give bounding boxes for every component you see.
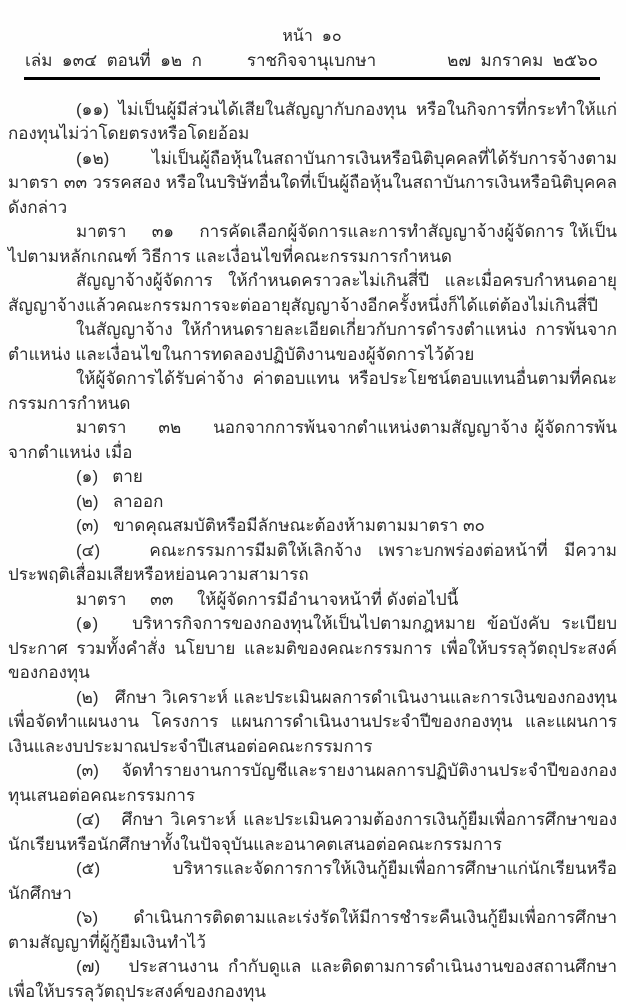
body-paragraph: (๒) ศึกษา วิเคราะห์ และประเมินผลการดำเนินงานและการเงินของกองทุน เพื่อจัดทำแผนงาน โครงการ แผนการดำเนินงานประจำปีของกองทุน และแผนการเงินและงบประมาณประจำปีเสนอต่อคณะกรรมการ	[8, 686, 617, 760]
volume-info: เล่ม ๑๓๔ ตอนที่ ๑๒ ก	[25, 49, 202, 73]
body-paragraph: (๔) คณะกรรมการมีมติให้เลิกจ้าง เพราะบกพร่องต่อหน้าที่ มีความประพฤติเสื่อมเสียหรือหย่อนความสามารถ	[8, 539, 617, 588]
header-divider	[24, 77, 600, 80]
page-header	[0, 26, 626, 80]
body-paragraph: (๖) ดำเนินการติดตามและเร่งรัดให้มีการชำระคืนเงินกู้ยืมเพื่อการศึกษาตามสัญญาที่ผู้กู้ยืมเงินทำไว้	[8, 906, 617, 955]
document-body	[0, 98, 626, 1004]
publication-name: ราชกิจจานุเบกษา	[247, 49, 376, 73]
body-paragraph: มาตรา ๓๓ ให้ผู้จัดการมีอำนาจหน้าที่ ดังต่อไปนี้	[8, 588, 617, 613]
publication-date: ๒๗ มกราคม ๒๕๖๐	[447, 49, 598, 73]
body-paragraph: (๑๒) ไม่เป็นผู้ถือหุ้นในสถาบันการเงินหรือนิติบุคคลที่ได้รับการจ้างตามมาตรา ๓๓ วรรคสอง หรือในบริษัทอื่นใดที่เป็นผู้ถือหุ้นในสถาบันการเงินหรือนิติบุคคลดังกล่าว	[8, 147, 617, 221]
body-paragraph: มาตรา ๓๑ การคัดเลือกผู้จัดการและการทำสัญญาจ้างผู้จัดการ ให้เป็นไปตามหลักเกณฑ์ วิธีการ และเงื่อนไขที่คณะกรรมการกำหนด	[8, 220, 617, 269]
body-paragraph: (๑) บริหารกิจการของกองทุนให้เป็นไปตามกฎหมาย ข้อบังคับ ระเบียบ ประกาศ รวมทั้งคำสั่ง นโยบาย และมติของคณะกรรมการ เพื่อให้บรรลุวัตถุประสงค์ของกองทุน	[8, 612, 617, 686]
body-paragraph: (๑๑) ไม่เป็นผู้มีส่วนได้เสียในสัญญากับกองทุน หรือในกิจการที่กระทำให้แก่กองทุนไม่ว่าโดยตรงหรือโดยอ้อม	[8, 98, 617, 147]
body-paragraph: ในสัญญาจ้าง ให้กำหนดรายละเอียดเกี่ยวกับการดำรงตำแหน่ง การพ้นจากตำแหน่ง และเงื่อนไขในการทดลองปฏิบัติงานของผู้จัดการไว้ด้วย	[8, 318, 617, 367]
body-paragraph: (๗) ประสานงาน กำกับดูแล และติดตามการดำเนินงานของสถานศึกษาเพื่อให้บรรลุวัตถุประสงค์ของกองทุน	[8, 955, 617, 1004]
body-paragraph: (๑) ตาย	[8, 465, 617, 490]
body-paragraph: ให้ผู้จัดการได้รับค่าจ้าง ค่าตอบแทน หรือประโยชน์ตอบแทนอื่นตามที่คณะกรรมการกำหนด	[8, 367, 617, 416]
body-paragraph: (๓) ขาดคุณสมบัติหรือมีลักษณะต้องห้ามตามมาตรา ๓๐	[8, 514, 617, 539]
body-paragraph: (๓) จัดทำรายงานการบัญชีและรายงานผลการปฏิบัติงานประจำปีของกองทุนเสนอต่อคณะกรรมการ	[8, 759, 617, 808]
body-paragraph: มาตรา ๓๒ นอกจากการพ้นจากตำแหน่งตามสัญญาจ้าง ผู้จัดการพ้นจากตำแหน่ง เมื่อ	[8, 416, 617, 465]
body-paragraph: สัญญาจ้างผู้จัดการ ให้กำหนดคราวละไม่เกินสี่ปี และเมื่อครบกำหนดอายุสัญญาจ้างแล้วคณะกรรมการจะต่ออายุสัญญาจ้างอีกครั้งหนึ่งก็ได้แต่ต้องไม่เกินสี่ปี	[8, 269, 617, 318]
body-paragraph: (๕) บริหารและจัดการการให้เงินกู้ยืมเพื่อการศึกษาแก่นักเรียนหรือนักศึกษา	[8, 857, 617, 906]
body-paragraph: (๒) ลาออก	[8, 490, 617, 515]
page-number: หน้า ๑๐	[24, 26, 600, 48]
header-meta-row	[0, 49, 626, 73]
body-paragraph: (๔) ศึกษา วิเคราะห์ และประเมินความต้องการเงินกู้ยืมเพื่อการศึกษาของนักเรียนหรือนักศึกษาทั้งในปัจจุบันและอนาคตเสนอต่อคณะกรรมการ	[8, 808, 617, 857]
